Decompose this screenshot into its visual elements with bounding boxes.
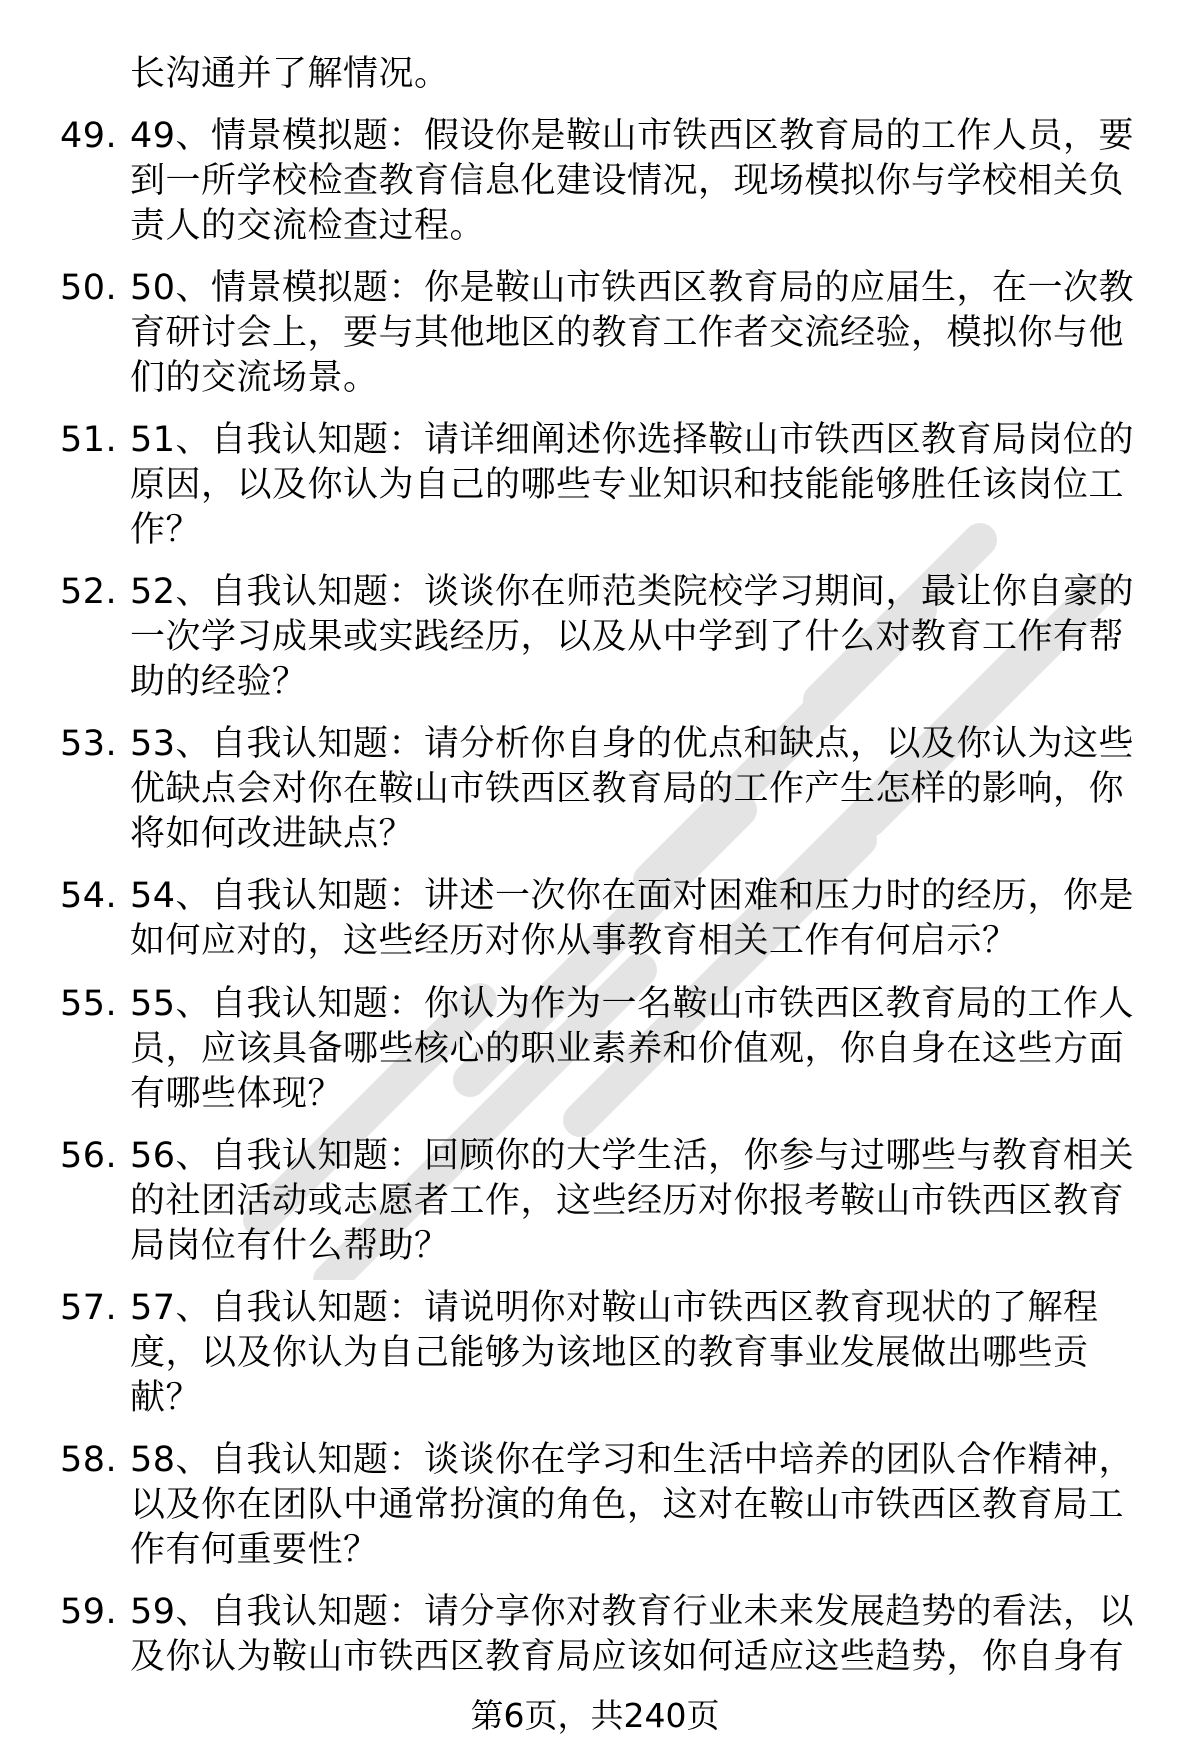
item-line: 原因，以及你认为自己的哪些专业知识和技能能够胜任该岗位工	[130, 465, 1125, 505]
item-line: 到一所学校检查教育信息化建设情况，现场模拟你与学校相关负	[130, 161, 1125, 201]
item-line: 助的经验？	[130, 662, 308, 702]
item-line: 献？	[130, 1378, 202, 1418]
item-line: 55、自我认知题：你认为作为一名鞍山市铁西区教育局的工作人	[130, 984, 1135, 1024]
item-line: 的社团活动或志愿者工作，这些经历对你报考鞍山市铁西区教育	[130, 1181, 1125, 1221]
item-line: 58、自我认知题：谈谈你在学习和生活中培养的团队合作精神，	[130, 1440, 1135, 1480]
item-line: 有哪些体现？	[130, 1074, 344, 1114]
item-number: 52.	[60, 572, 118, 612]
item-text	[130, 114, 1150, 249]
item-number: 56.	[60, 1136, 118, 1176]
item-line: 50、情景模拟题：你是鞍山市铁西区教育局的应届生，在一次教	[130, 268, 1135, 308]
item-text	[130, 1134, 1150, 1269]
item-text	[130, 1438, 1150, 1573]
item-line: 局岗位有什么帮助？	[130, 1226, 450, 1266]
item-line: 作有何重要性？	[130, 1530, 379, 1570]
item-number: 54.	[60, 876, 118, 916]
item-number: 57.	[60, 1288, 118, 1328]
item-text	[130, 982, 1150, 1117]
item-number: 50.	[60, 268, 118, 308]
item-number: 55.	[60, 984, 118, 1024]
item-line: 一次学习成果或实践经历，以及从中学到了什么对教育工作有帮	[130, 617, 1125, 657]
item-line: 以及你在团队中通常扮演的角色，这对在鞍山市铁西区教育局工	[130, 1485, 1125, 1525]
item-line: 优缺点会对你在鞍山市铁西区教育局的工作产生怎样的影响，你	[130, 769, 1125, 809]
item-line: 责人的交流检查过程。	[130, 206, 486, 246]
item-text	[130, 722, 1150, 857]
item-line: 53、自我认知题：请分析你自身的优点和缺点，以及你认为这些	[130, 724, 1135, 764]
item-line: 49、情景模拟题：假设你是鞍山市铁西区教育局的工作人员，要	[130, 116, 1135, 156]
item-line: 们的交流场景。	[130, 358, 379, 398]
page-footer: 第6页，共240页	[470, 1696, 720, 1735]
item-number: 49.	[60, 116, 118, 156]
item-text	[130, 418, 1150, 553]
item-line: 51、自我认知题：请详细阐述你选择鞍山市铁西区教育局岗位的	[130, 420, 1135, 460]
item-line: 及你认为鞍山市铁西区教育局应该如何适应这些趋势，你自身有	[130, 1637, 1125, 1677]
item-line: 将如何改进缺点？	[130, 814, 415, 854]
item-number: 58.	[60, 1440, 118, 1480]
item-line: 56、自我认知题：回顾你的大学生活，你参与过哪些与教育相关	[130, 1136, 1135, 1176]
continuation-text: 长沟通并了解情况。	[130, 54, 450, 94]
item-number: 59.	[60, 1592, 118, 1632]
item-line: 员，应该具备哪些核心的职业素养和价值观，你自身在这些方面	[130, 1029, 1125, 1069]
item-line: 54、自我认知题：讲述一次你在面对困难和压力时的经历，你是	[130, 876, 1135, 916]
item-number: 51.	[60, 420, 118, 460]
item-text	[130, 1286, 1150, 1421]
item-line: 57、自我认知题：请说明你对鞍山市铁西区教育现状的了解程	[130, 1288, 1099, 1328]
item-line: 育研讨会上，要与其他地区的教育工作者交流经验，模拟你与他	[130, 313, 1125, 353]
item-text	[130, 1590, 1150, 1680]
item-line: 度，以及你认为自己能够为该地区的教育事业发展做出哪些贡	[130, 1333, 1089, 1373]
item-line: 如何应对的，这些经历对你从事教育相关工作有何启示？	[130, 921, 1018, 961]
item-number: 53.	[60, 724, 118, 764]
item-text	[130, 570, 1150, 705]
item-line: 52、自我认知题：谈谈你在师范类院校学习期间，最让你自豪的	[130, 572, 1135, 612]
item-text	[130, 266, 1150, 401]
item-line: 59、自我认知题：请分享你对教育行业未来发展趋势的看法，以	[130, 1592, 1135, 1632]
item-line: 作？	[130, 510, 202, 550]
item-text	[130, 874, 1150, 964]
